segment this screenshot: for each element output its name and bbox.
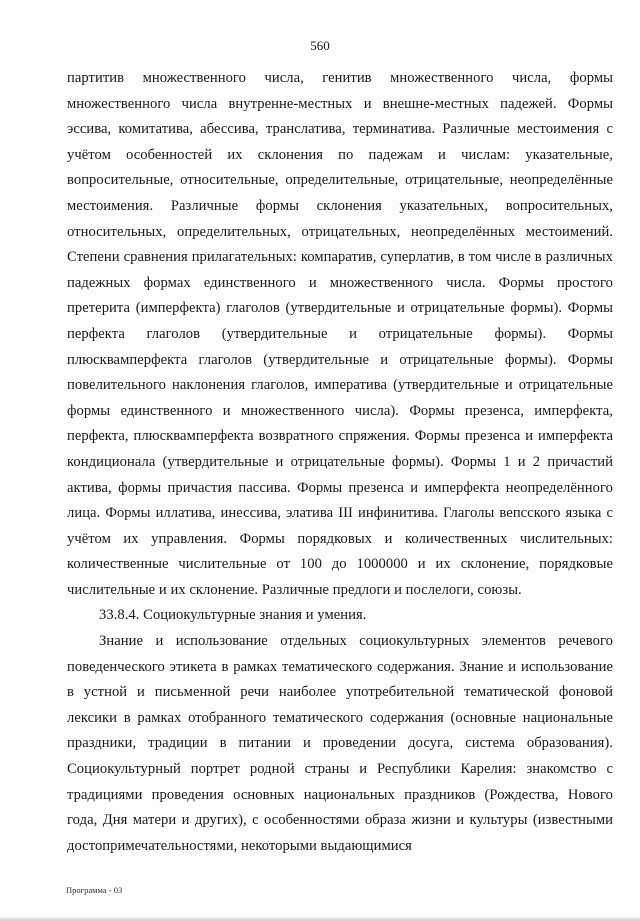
body-text — [67, 66, 613, 859]
section-heading: 33.8.4. Социокультурные знания и умения. — [99, 607, 367, 624]
scan-edge — [0, 917, 640, 921]
paragraph-sociocultural: Знание и использование отдельных социокультурных элементов речевого поведенческого этикета в рамках тематического содержания. Знание и использование в устной и письменной речи наиболее употребительной тематической фоновой лексики в рамках отобранного тематического содержания (основные национальные праздники, традиции в питании и проведении досуга, система образования). Социокультурный портрет родной страны и Республики Карелия: знакомство с традициями проведения основных национальных праздников (Рождества, Нового года, Дня матери и других), с особенностями образа жизни и культуры (известными достопримечательностями, некоторыми выдающимися — [67, 633, 613, 854]
paragraph-grammar-forms: партитив множественного числа, генитив множественного числа, формы множественного числа внутренне-местных и внешне-местных падежей. Формы эссива, комитатива, абессива, транслатива, терминатива. Различные местоимения с учётом особенностей их склонения по падежам и числам: указательные, вопросительные, относительные, определительные, отрицательные, неопределённые местоимения. Различные формы склонения указательных, вопросительных, относительных, определительных, отрицательных, неопределённых местоимений. Степени сравнения прилагательных: компаратив, суперлатив, в том числе в различных падежных формах единственного и множественного числа. Формы простого претерита (имперфекта) глаголов (утвердительные и отрицательные формы). Формы перфекта глаголов (утвердительные и отрицательные формы). Формы плюсквамперфекта глаголов (утвердительные и отрицательные формы). Формы повелительного наклонения глаголов, императива (утвердительные и отрицательные формы единственного и множественного числа). Формы презенса, имперфекта, перфекта, плюсквамперфекта возвратного спряжения. Формы презенса и имперфекта кондиционала (утвердительные и отрицательные формы). Формы 1 и 2 причастий актива, формы причастия пассива. Формы презенса и имперфекта неопределённого лица. Формы иллатива, инессива, элатива III инфинитива. Глаголы вепсского языка с учётом их управления. Формы порядковых и количественных числительных: количественные числительные от 100 до 1000000 и их склонение, порядковые числительные и их склонение. Различные предлоги и послелоги, союзы. — [67, 70, 613, 598]
page-footer: Программа - 03 — [66, 885, 123, 895]
page-number: 560 — [310, 38, 330, 53]
